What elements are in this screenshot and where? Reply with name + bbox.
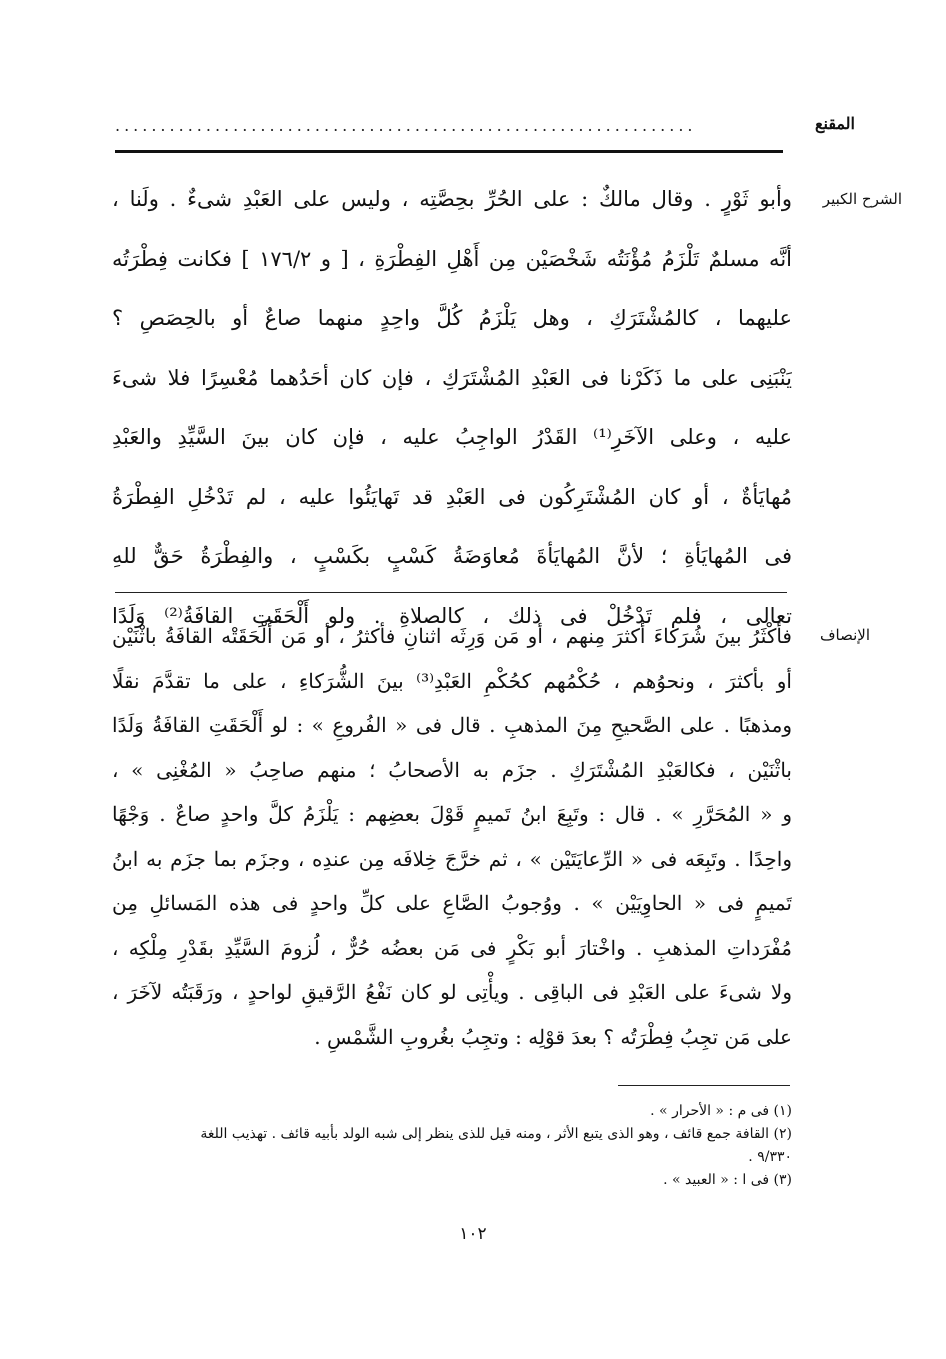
insaf-line: أو بأكثرَ ، ونحوُهم ، حُكْمُهم كحُكْمِ العَبْدِ⁽³⁾ بينَ الشُّرَكاءِ ، على ما تقدَّمَ نقلًا [112,668,792,693]
footnote: (٣) فى ا : « العبيد » . [663,1172,792,1188]
sharh-line: وأبو ثَوْرٍ . وقال مالكٌ : على الحُرِّ بحِصَّتِه ، وليس على العَبْدِ شىءٌ . ولَنا ، [112,187,792,211]
insaf-line: تَميمٍ فى « الحاوِيَيْن » . ووُجوبُ الصَّاعِ على كلِّ واحدٍ فى هذه المَسائلِ مِن [112,891,792,915]
dot-leader: ................................................................ [115,116,697,135]
footnote-continuation: ٩/٣٣٠ . [748,1149,792,1165]
footnotes [112,1100,792,1192]
insaf-line: فأكْثَرُ بينَ شُرَكاءَ أكثرَ مِنهم ، أو مَن وَرِثَه اثنانِ فأكثرُ ، أو مَن أَلْحَقَتْه القافَةُ باثْنَيْن [112,624,792,648]
sharh-line: عليهما ، كالمُشْتَرَكِ ، وهل يَلْزَمُ كُلَّ واحِدٍ منهما صاعٌ أو بالحِصَصِ ؟ [112,306,792,330]
sharh-line: مُهايَأةٌ ، أو كان المُشْتَرِكُون فى العَبْدِ قد تَهايَئُوا عليه ، لم تَدْخُلِ الفِطْرَةُ [112,484,792,509]
insaf-line: باثْنَيْن ، فكالعَبْدِ المُشْتَرَكِ . جزَم به الأصحابُ ؛ منهم صاحِبُ « المُغْنِى » ، [112,757,792,782]
insaf-line: مُفْرَداتِ المذهبِ . واخْتارَ أبو بَكْرٍ فى مَن بعضُه حُرٌّ ، لُزومَ السَّيِّدِ بقَدْرِ مِلْكِه ، [112,935,792,960]
sharh-line: تعالى ، فلم تَدْخُلْ فى ذلك ، كالصلاةِ . ولو أَلْحَقَتِ القافَةُ⁽²⁾ وَلَدًا [112,603,792,628]
sharh-label: الشرح الكبير [822,190,902,208]
insaf-line: ولا شىءَ على العَبْدِ فى الباقِى . ويأْتِى لو كان نَفْعُ الرَّقيقِ لواحدٍ ، ورَقَبَتُه لآخَرَ ، [112,980,792,1004]
insaf-line: على مَن تجِبُ فِطْرَتُه ؟ بعدَ قوْلِه : وتجِبُ بغُروبِ الشَّمْسِ . [314,1024,792,1049]
footnote: (٢) القافة جمع قائف ، وهو الذى يتبع الأثر ، ومنه قيل للذى ينظر إلى شبه الولد بأبيه قائف . تهذيب اللغة [200,1126,792,1142]
insaf-text [112,614,792,1059]
sharh-line: فى المُهايَأةِ ؛ لأنَّ المُهايَأةَ مُعاوَضَةُ كَسْبٍ بكَسْبٍ ، والفِطْرَةُ حَقٌّ للهِ [112,544,792,568]
sharh-text [112,170,792,646]
sharh-line: يَنْبَنِى على ما ذَكَرْنا فى العَبْدِ المُشْتَرَكِ ، فإن كان أحَدُهما مُعْسِرًا فلا شىءَ [112,365,792,390]
insaf-line: واحِدًا . وتَبِعَه فى « الرِّعايَتَيْن » ، ثم خرَّجَ خِلافَه مِن عندِه ، وجزَم بما جزَم به ابنُ [112,846,792,871]
sharh-line: عليه ، وعلى الآخَرِ⁽¹⁾ القَدْرُ الواجِبُ عليه ، فإن كان بينَ السَّيِّدِ والعَبْدِ [112,425,792,449]
running-head [115,112,855,142]
footnote-rule [618,1085,790,1086]
footnote: (١) فى م : « الأحرار » . [650,1103,792,1119]
insaf-line: و « المُحَرَّرِ » . قال : وتَبِعَ ابنُ تَميمٍ قَوْلَ بعضِهم : يَلْزَمُ كلَّ واحدٍ صاعٌ . وَجْهًا [112,802,792,826]
book-title: المقنع [814,114,855,133]
header-rule [115,150,783,153]
page-number: ١٠٢ [459,1224,487,1244]
insaf-line: ومذهبًا . على الصَّحيحِ مِنَ المذهبِ . قال فى « الفُروعِ » : لو أَلْحَقَتِ القافَةُ وَلَدًا [112,713,792,737]
section-divider [115,592,787,593]
sharh-line: أنَّه مسلمٌ تَلْزَمُ مُؤْنَتُه شَخْصَيْن مِن أَهْلِ الفِطْرَةِ ، [ و ١٧٦/٢ ] فكانت فِطْرَتُه [112,246,792,271]
insaf-label: الإنصاف [819,626,870,644]
